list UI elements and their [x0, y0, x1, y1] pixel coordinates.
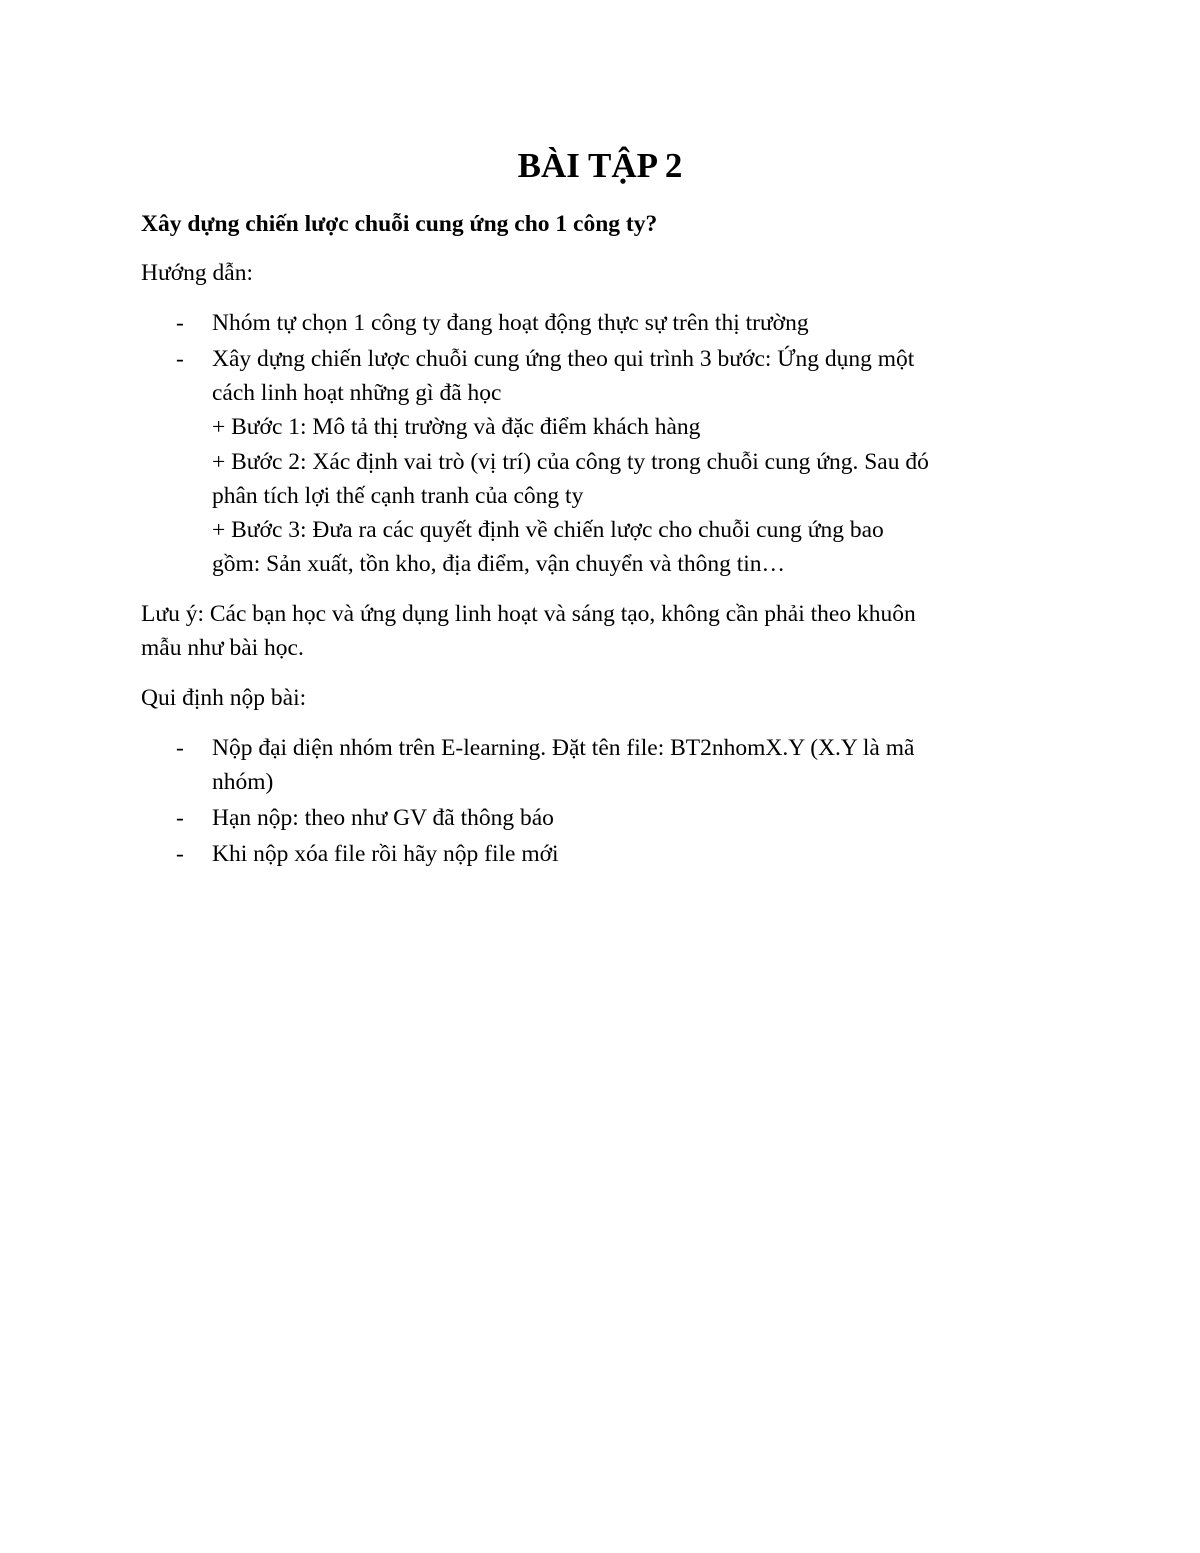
guide-heading: Hướng dẫn:: [141, 260, 253, 286]
rules-item-3: Khi nộp xóa file rồi hãy nộp file mới: [212, 841, 559, 867]
assignment-question: Xây dựng chiến lược chuỗi cung ứng cho 1 công ty?: [141, 211, 658, 237]
bullet-dash: -: [176, 841, 184, 867]
bullet-dash: -: [176, 735, 184, 761]
bullet-dash: -: [176, 346, 184, 372]
rules-item-2: Hạn nộp: theo như GV đã thông báo: [212, 805, 554, 831]
guide-item-2-line-2: cách linh hoạt những gì đã học: [212, 380, 502, 406]
step-2-line-1: + Bước 2: Xác định vai trò (vị trí) của công ty trong chuỗi cung ứng. Sau đó: [212, 449, 929, 475]
rules-item-1-line-2: nhóm): [212, 769, 274, 795]
step-1-line: + Bước 1: Mô tả thị trường và đặc điểm khách hàng: [212, 414, 701, 440]
step-3-line-1: + Bước 3: Đưa ra các quyết định về chiến lược cho chuỗi cung ứng bao: [212, 517, 884, 543]
document-title: BÀI TẬP 2: [517, 146, 683, 185]
note-line-1: Lưu ý: Các bạn học và ứng dụng linh hoạt và sáng tạo, không cần phải theo khuôn: [141, 601, 916, 627]
bullet-dash: -: [176, 805, 184, 831]
rules-heading: Qui định nộp bài:: [141, 685, 307, 711]
note-line-2: mẫu như bài học.: [141, 635, 304, 661]
guide-item-2-line-1: Xây dựng chiến lược chuỗi cung ứng theo qui trình 3 bước: Ứng dụng một: [212, 346, 915, 372]
guide-item-1-line-1: Nhóm tự chọn 1 công ty đang hoạt động thực sự trên thị trường: [212, 310, 809, 336]
step-2-line-2: phân tích lợi thế cạnh tranh của công ty: [212, 483, 584, 509]
bullet-dash: -: [176, 310, 184, 336]
rules-item-1-line-1: Nộp đại diện nhóm trên E-learning. Đặt tên file: BT2nhomX.Y (X.Y là mã: [212, 735, 915, 761]
step-3-line-2: gồm: Sản xuất, tồn kho, địa điểm, vận chuyển và thông tin…: [212, 551, 786, 577]
